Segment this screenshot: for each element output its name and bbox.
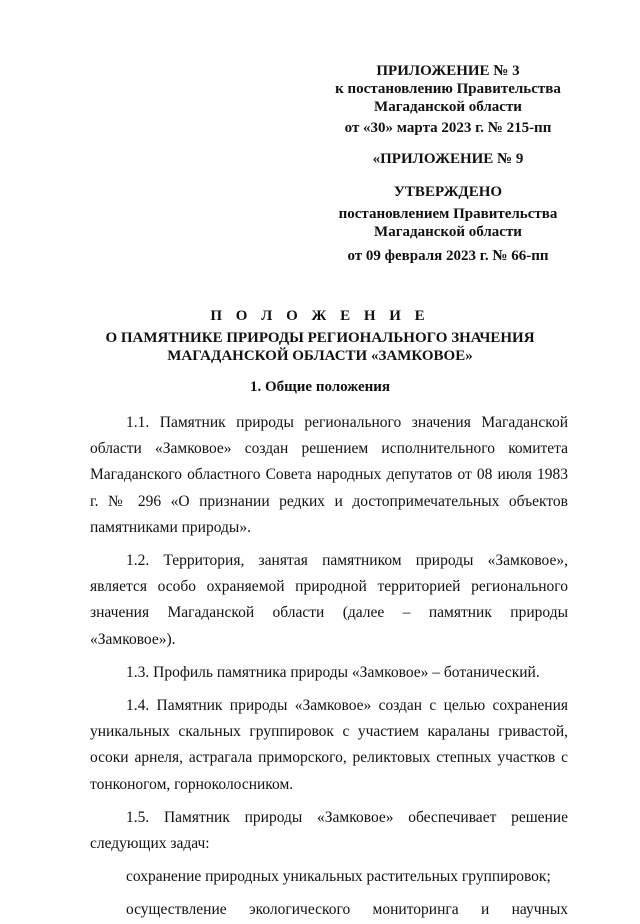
paragraph-1-5: 1.5. Памятник природы «Замковое» обеспечивает решение следующих задач: [90, 808, 568, 853]
title-sub-2: МАГАДАНСКОЙ ОБЛАСТИ «ЗАМКОВОЕ» [167, 348, 473, 364]
paragraph-1-3: 1.3. Профиль памятника природы «Замковое» – ботанический. [126, 663, 540, 681]
appendix-3-line-2: Магаданской области [374, 99, 522, 115]
task-item-1: сохранение природных уникальных растительных группировок; [126, 868, 551, 886]
title-main: П О Л О Ж Е Н И Е [210, 308, 430, 324]
paragraph-1-1: 1.1. Памятник природы регионального значения Магаданской области «Замковое» создан решением исполнительного комитета Магаданского областного Совета народных депутатов от 08 июля 1983 г. № 296 «О признании редких и достопримечательных объектов памятниками природы». [90, 414, 568, 536]
appendix-3-date: от «30» марта 2023 г. № 215-пп [344, 120, 552, 136]
section-1-body [90, 410, 568, 924]
approved-block [318, 183, 578, 265]
appendix-3-line-1: к постановлению Правительства [335, 81, 561, 97]
approved-label: УТВЕРЖДЕНО [393, 184, 503, 200]
task-item-2: осуществление экологического мониторинга и научных [126, 901, 568, 919]
section-1-heading: 1. Общие положения [249, 379, 391, 395]
approved-date: от 09 февраля 2023 г. № 66-пп [347, 248, 549, 264]
paragraph-1-2: 1.2. Территория, занятая памятником природы «Замковое», является особо охраняемой природной территорией регионального значения Магаданской области (далее – памятник природы «Замковое»). [90, 552, 568, 648]
appendix-3-label: ПРИЛОЖЕНИЕ № 3 [376, 63, 520, 79]
appendix-9-label: «ПРИЛОЖЕНИЕ № 9 [372, 151, 524, 167]
title-sub-1: О ПАМЯТНИКЕ ПРИРОДЫ РЕГИОНАЛЬНОГО ЗНАЧЕНИЯ [105, 330, 535, 346]
document-title [0, 307, 640, 365]
paragraph-1-4: 1.4. Памятник природы «Замковое» создан с целью сохранения уникальных скальных группировок с участием караланы гривастой, осоки арнеля, астрагала приморского, реликтовых степных участков с тонконогом, горноколосником. [90, 697, 568, 793]
appendix-9-header [318, 150, 578, 168]
appendix-3-header [318, 62, 578, 137]
approved-line-1: постановлением Правительства [338, 206, 558, 222]
approved-line-2: Магаданской области [374, 224, 522, 240]
